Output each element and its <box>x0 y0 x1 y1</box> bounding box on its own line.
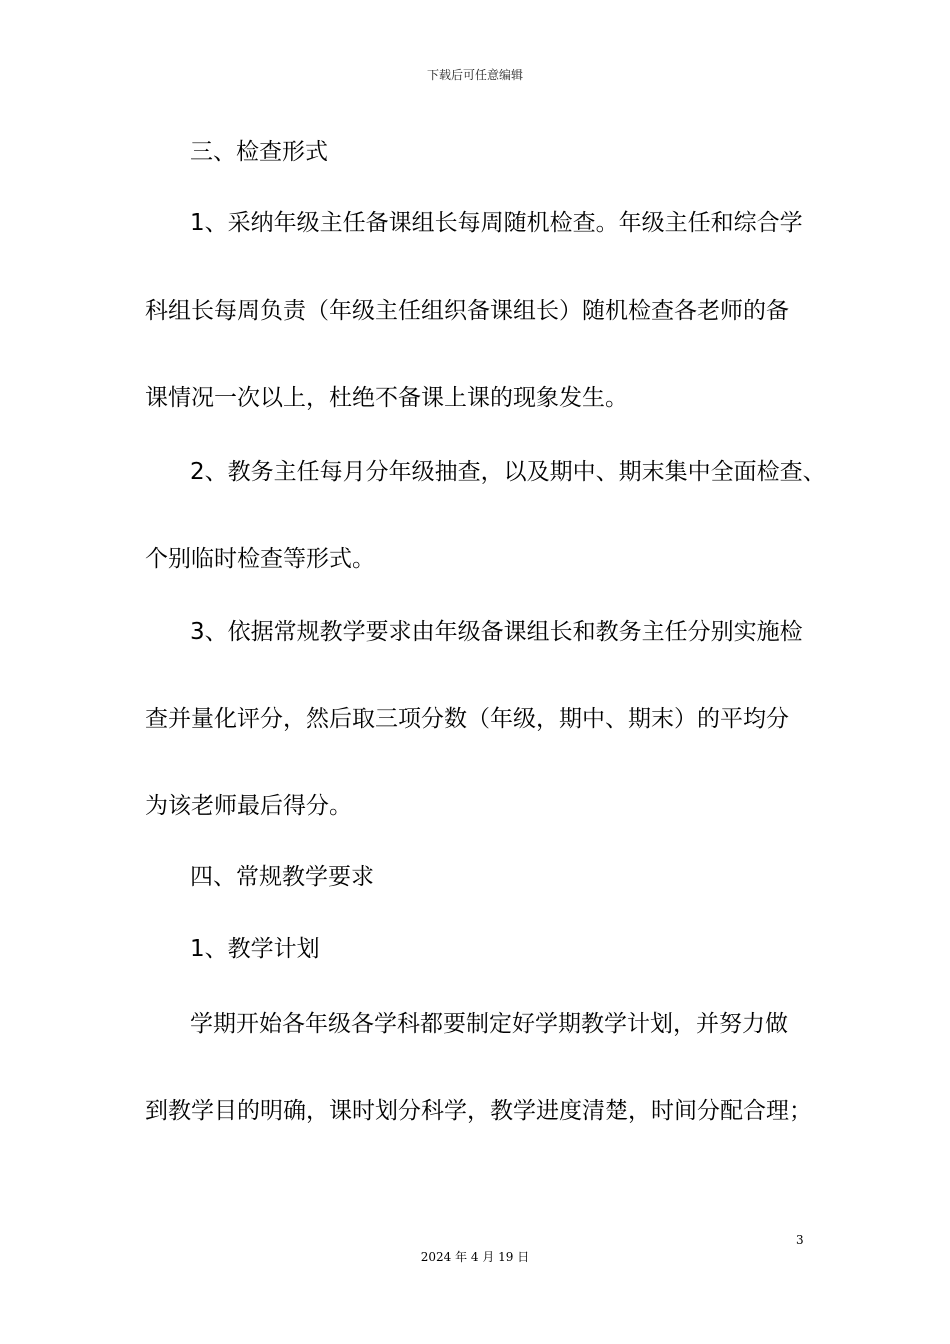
subsection-heading: 1、教学计划 <box>190 936 320 962</box>
page-header-note: 下载后可任意编辑 <box>426 68 523 82</box>
paragraph-line: 查并量化评分，然后取三项分数（年级，期中、期末）的平均分 <box>145 706 789 732</box>
section-heading: 四、常规教学要求 <box>190 864 374 890</box>
section-heading: 三、检查形式 <box>190 139 328 165</box>
paragraph-line: 到教学目的明确，课时划分科学，教学进度清楚，时间分配合理； <box>145 1098 812 1124</box>
paragraph-line: 课情况一次以上，杜绝不备课上课的现象发生。 <box>145 385 628 411</box>
page-number: 3 <box>796 1233 804 1247</box>
paragraph-line: 1、采纳年级主任备课组长每周随机检查。年级主任和综合学 <box>190 210 803 236</box>
page-footer-date: 2024 年 4 月 19 日 <box>420 1250 530 1264</box>
paragraph-line: 科组长每周负责（年级主任组织备课组长）随机检查各老师的备 <box>145 298 789 324</box>
paragraph-line: 3、依据常规教学要求由年级备课组长和教务主任分别实施检 <box>190 619 803 645</box>
paragraph-line: 学期开始各年级各学科都要制定好学期教学计划，并努力做 <box>190 1011 788 1037</box>
paragraph-line: 2、教务主任每月分年级抽查，以及期中、期末集中全面检查、 <box>190 459 826 485</box>
paragraph-line: 个别临时检查等形式。 <box>145 546 375 572</box>
paragraph-line: 为该老师最后得分。 <box>145 793 352 819</box>
